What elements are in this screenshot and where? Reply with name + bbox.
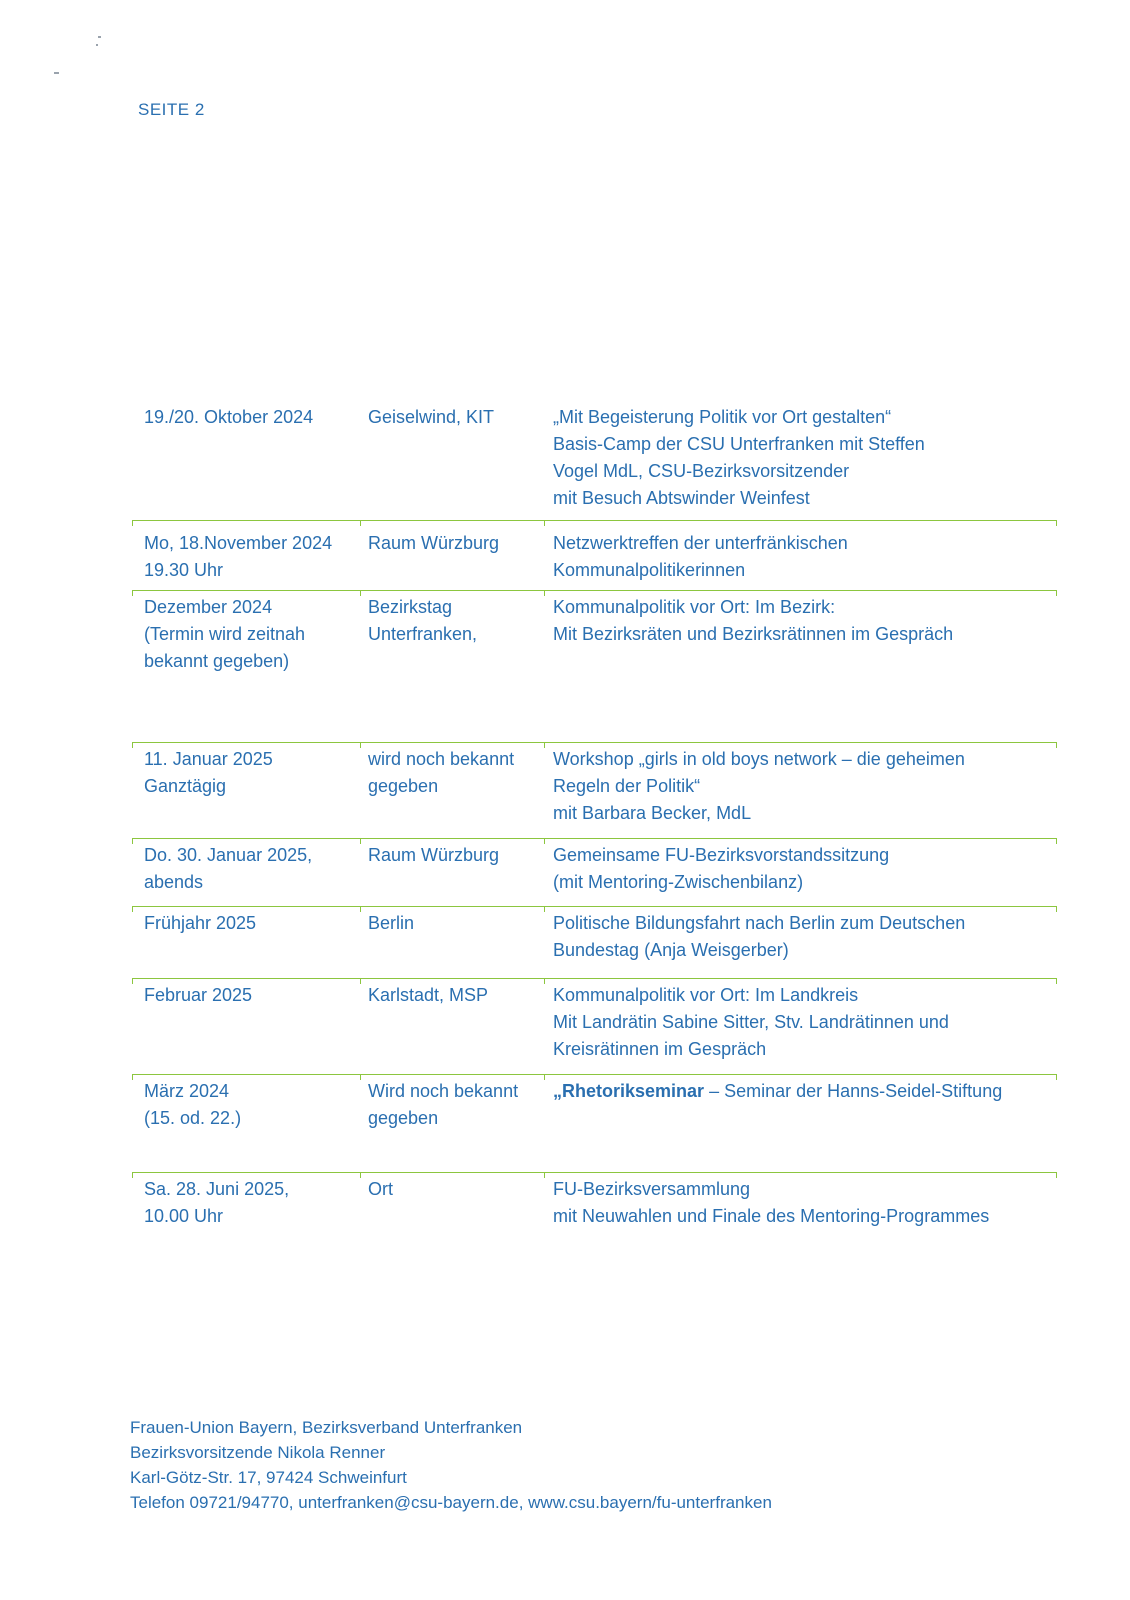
footer-chair: Bezirksvorsitzende Nikola Renner bbox=[130, 1443, 386, 1462]
event-description: Kommunalpolitik vor Ort: Im Landkreis Mit Landrätin Sabine Sitter, Stv. Landrätinnen und Kreisrätinnen im Gespräch bbox=[553, 985, 949, 1059]
event-place: Geiselwind, KIT bbox=[368, 407, 495, 427]
event-row bbox=[132, 1172, 1057, 1242]
event-date: Sa. 28. Juni 2025, 10.00 Uhr bbox=[144, 1179, 290, 1226]
event-row bbox=[132, 742, 1057, 838]
event-date: Do. 30. Januar 2025, abends bbox=[144, 845, 313, 892]
event-place: Raum Würzburg bbox=[368, 845, 500, 865]
event-row bbox=[132, 520, 1057, 590]
event-description: Workshop „girls in old boys network – die geheimen Regeln der Politik“ mit Barbara Becker, MdL bbox=[553, 749, 965, 823]
seminar-subtitle: – Seminar der Hanns-Seidel-Stiftung bbox=[704, 1081, 1003, 1101]
event-date: Februar 2025 bbox=[144, 985, 253, 1005]
event-date: Mo, 18.November 2024 19.30 Uhr bbox=[144, 533, 333, 580]
event-row bbox=[132, 1074, 1057, 1172]
event-place: Wird noch bekannt gegeben bbox=[368, 1081, 519, 1128]
event-description: „Mit Begeisterung Politik vor Ort gestalten“ Basis-Camp der CSU Unterfranken mit Steffen Vogel MdL, CSU-Bezirksvorsitzender mit Besuch Abtswinder Weinfest bbox=[553, 407, 925, 508]
event-date: März 2024 (15. od. 22.) bbox=[144, 1081, 242, 1128]
event-date: Dezember 2024 (Termin wird zeitnah bekannt gegeben) bbox=[144, 597, 306, 671]
scan-specks bbox=[52, 30, 112, 80]
event-place: wird noch bekannt gegeben bbox=[368, 749, 515, 796]
event-row bbox=[132, 978, 1057, 1074]
event-description: Kommunalpolitik vor Ort: Im Bezirk: Mit Bezirksräten und Bezirksrätinnen im Gespräch bbox=[553, 597, 954, 644]
footer-contact: Telefon 09721/94770, unterfranken@csu-bayern.de, www.csu.bayern/fu-unterfranken bbox=[130, 1493, 772, 1512]
event-row bbox=[132, 906, 1057, 978]
event-description: Netzwerktreffen der unterfränkischen Kommunalpolitikerinnen bbox=[553, 533, 848, 580]
event-date: 19./20. Oktober 2024 bbox=[144, 407, 314, 427]
event-place: Karlstadt, MSP bbox=[368, 985, 489, 1005]
page-number: SEITE 2 bbox=[138, 100, 205, 119]
event-date: 11. Januar 2025 Ganztägig bbox=[144, 749, 273, 796]
event-place: Bezirkstag Unterfranken, bbox=[368, 597, 478, 644]
footer-address-line: Karl-Götz-Str. 17, 97424 Schweinfurt bbox=[130, 1468, 407, 1487]
event-place: Ort bbox=[368, 1179, 393, 1199]
event-description: FU-Bezirksversammlung mit Neuwahlen und Finale des Mentoring-Programmes bbox=[553, 1179, 990, 1226]
event-row bbox=[132, 400, 1057, 520]
event-row bbox=[132, 838, 1057, 906]
event-place: Berlin bbox=[368, 913, 415, 933]
event-description: Gemeinsame FU-Bezirksvorstandssitzung (mit Mentoring-Zwischenbilanz) bbox=[553, 845, 890, 892]
seminar-title: „Rhetorikseminar bbox=[553, 1081, 705, 1101]
event-description bbox=[553, 1078, 1053, 1105]
event-description: Politische Bildungsfahrt nach Berlin zum Deutschen Bundestag (Anja Weisgerber) bbox=[553, 913, 966, 960]
event-date: Frühjahr 2025 bbox=[144, 913, 257, 933]
footer-org: Frauen-Union Bayern, Bezirksverband Unterfranken bbox=[130, 1418, 523, 1437]
event-schedule bbox=[132, 400, 1057, 1242]
event-place: Raum Würzburg bbox=[368, 533, 500, 553]
footer-address bbox=[130, 1415, 772, 1515]
event-row bbox=[132, 590, 1057, 742]
